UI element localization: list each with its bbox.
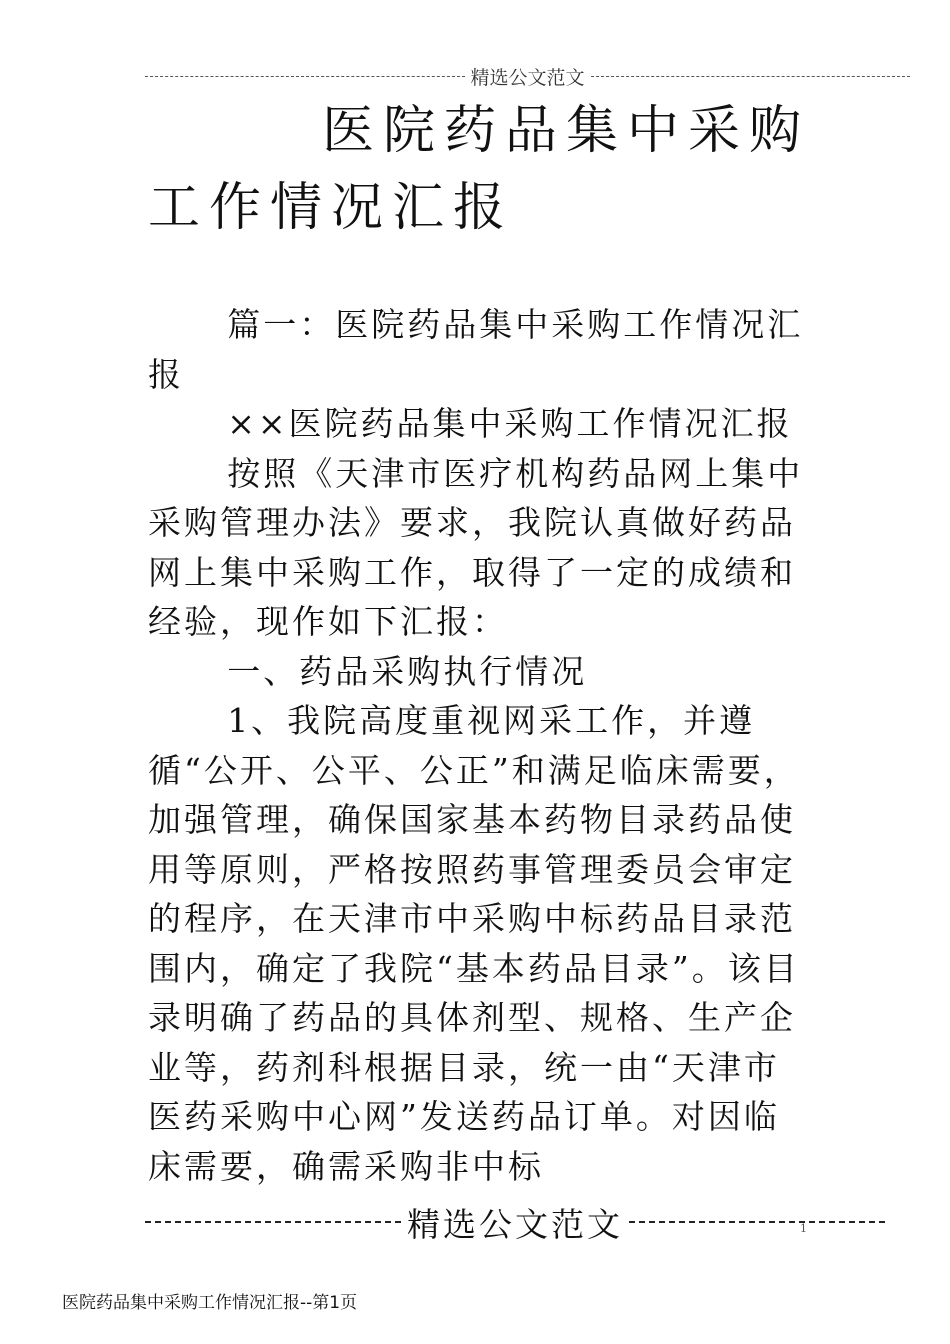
page-caption: 医院药品集中采购工作情况汇报--第1页 (62, 1293, 358, 1313)
paragraph-subheading: 一、药品采购执行情况 (227, 651, 588, 691)
paragraph-section-heading: 篇一：医院药品集中采购工作情况汇报 (148, 305, 804, 394)
paragraph-item-1: 1、我院高度重视网采工作，并遵循“公开、公平、公正”和满足临床需要，加强管理，确保国家基本药物目录药品使用等原则，严格按照药事管理委员会审定的程序，在天津市中采购中标药品目录范围内，确定了我院“基本药品目录”。该目录明确了药品的具体剂型、规格、生产企业等，药剂科根据目录，统一由“天津市医药采购中心网”发送药品订单。对因临床需要，确需采购非中标 (148, 701, 800, 1186)
header-dash-left (145, 76, 465, 77)
page-number: 1 (800, 1222, 807, 1235)
document-title-line1: 医院药品集中采购 (322, 101, 811, 161)
document-title-line2: 工作情况汇报 (148, 178, 515, 238)
paragraph-intro: 按照《天津市医疗机构药品网上集中采购管理办法》要求，我院认真做好药品网上集中采购工作，取得了一定的成绩和经验，现作如下汇报： (148, 453, 804, 641)
page-footer (145, 1200, 885, 1244)
paragraph-report-title: ××医院药品集中采购工作情况汇报 (227, 404, 793, 443)
footer-dash-right (629, 1221, 885, 1223)
footer-label: 精选公文范文 (407, 1204, 623, 1244)
footer-dash-left (145, 1221, 401, 1223)
header-dash-right (591, 76, 911, 77)
page-header (145, 62, 910, 90)
header-label: 精选公文范文 (470, 66, 585, 89)
document-body (148, 300, 808, 1191)
